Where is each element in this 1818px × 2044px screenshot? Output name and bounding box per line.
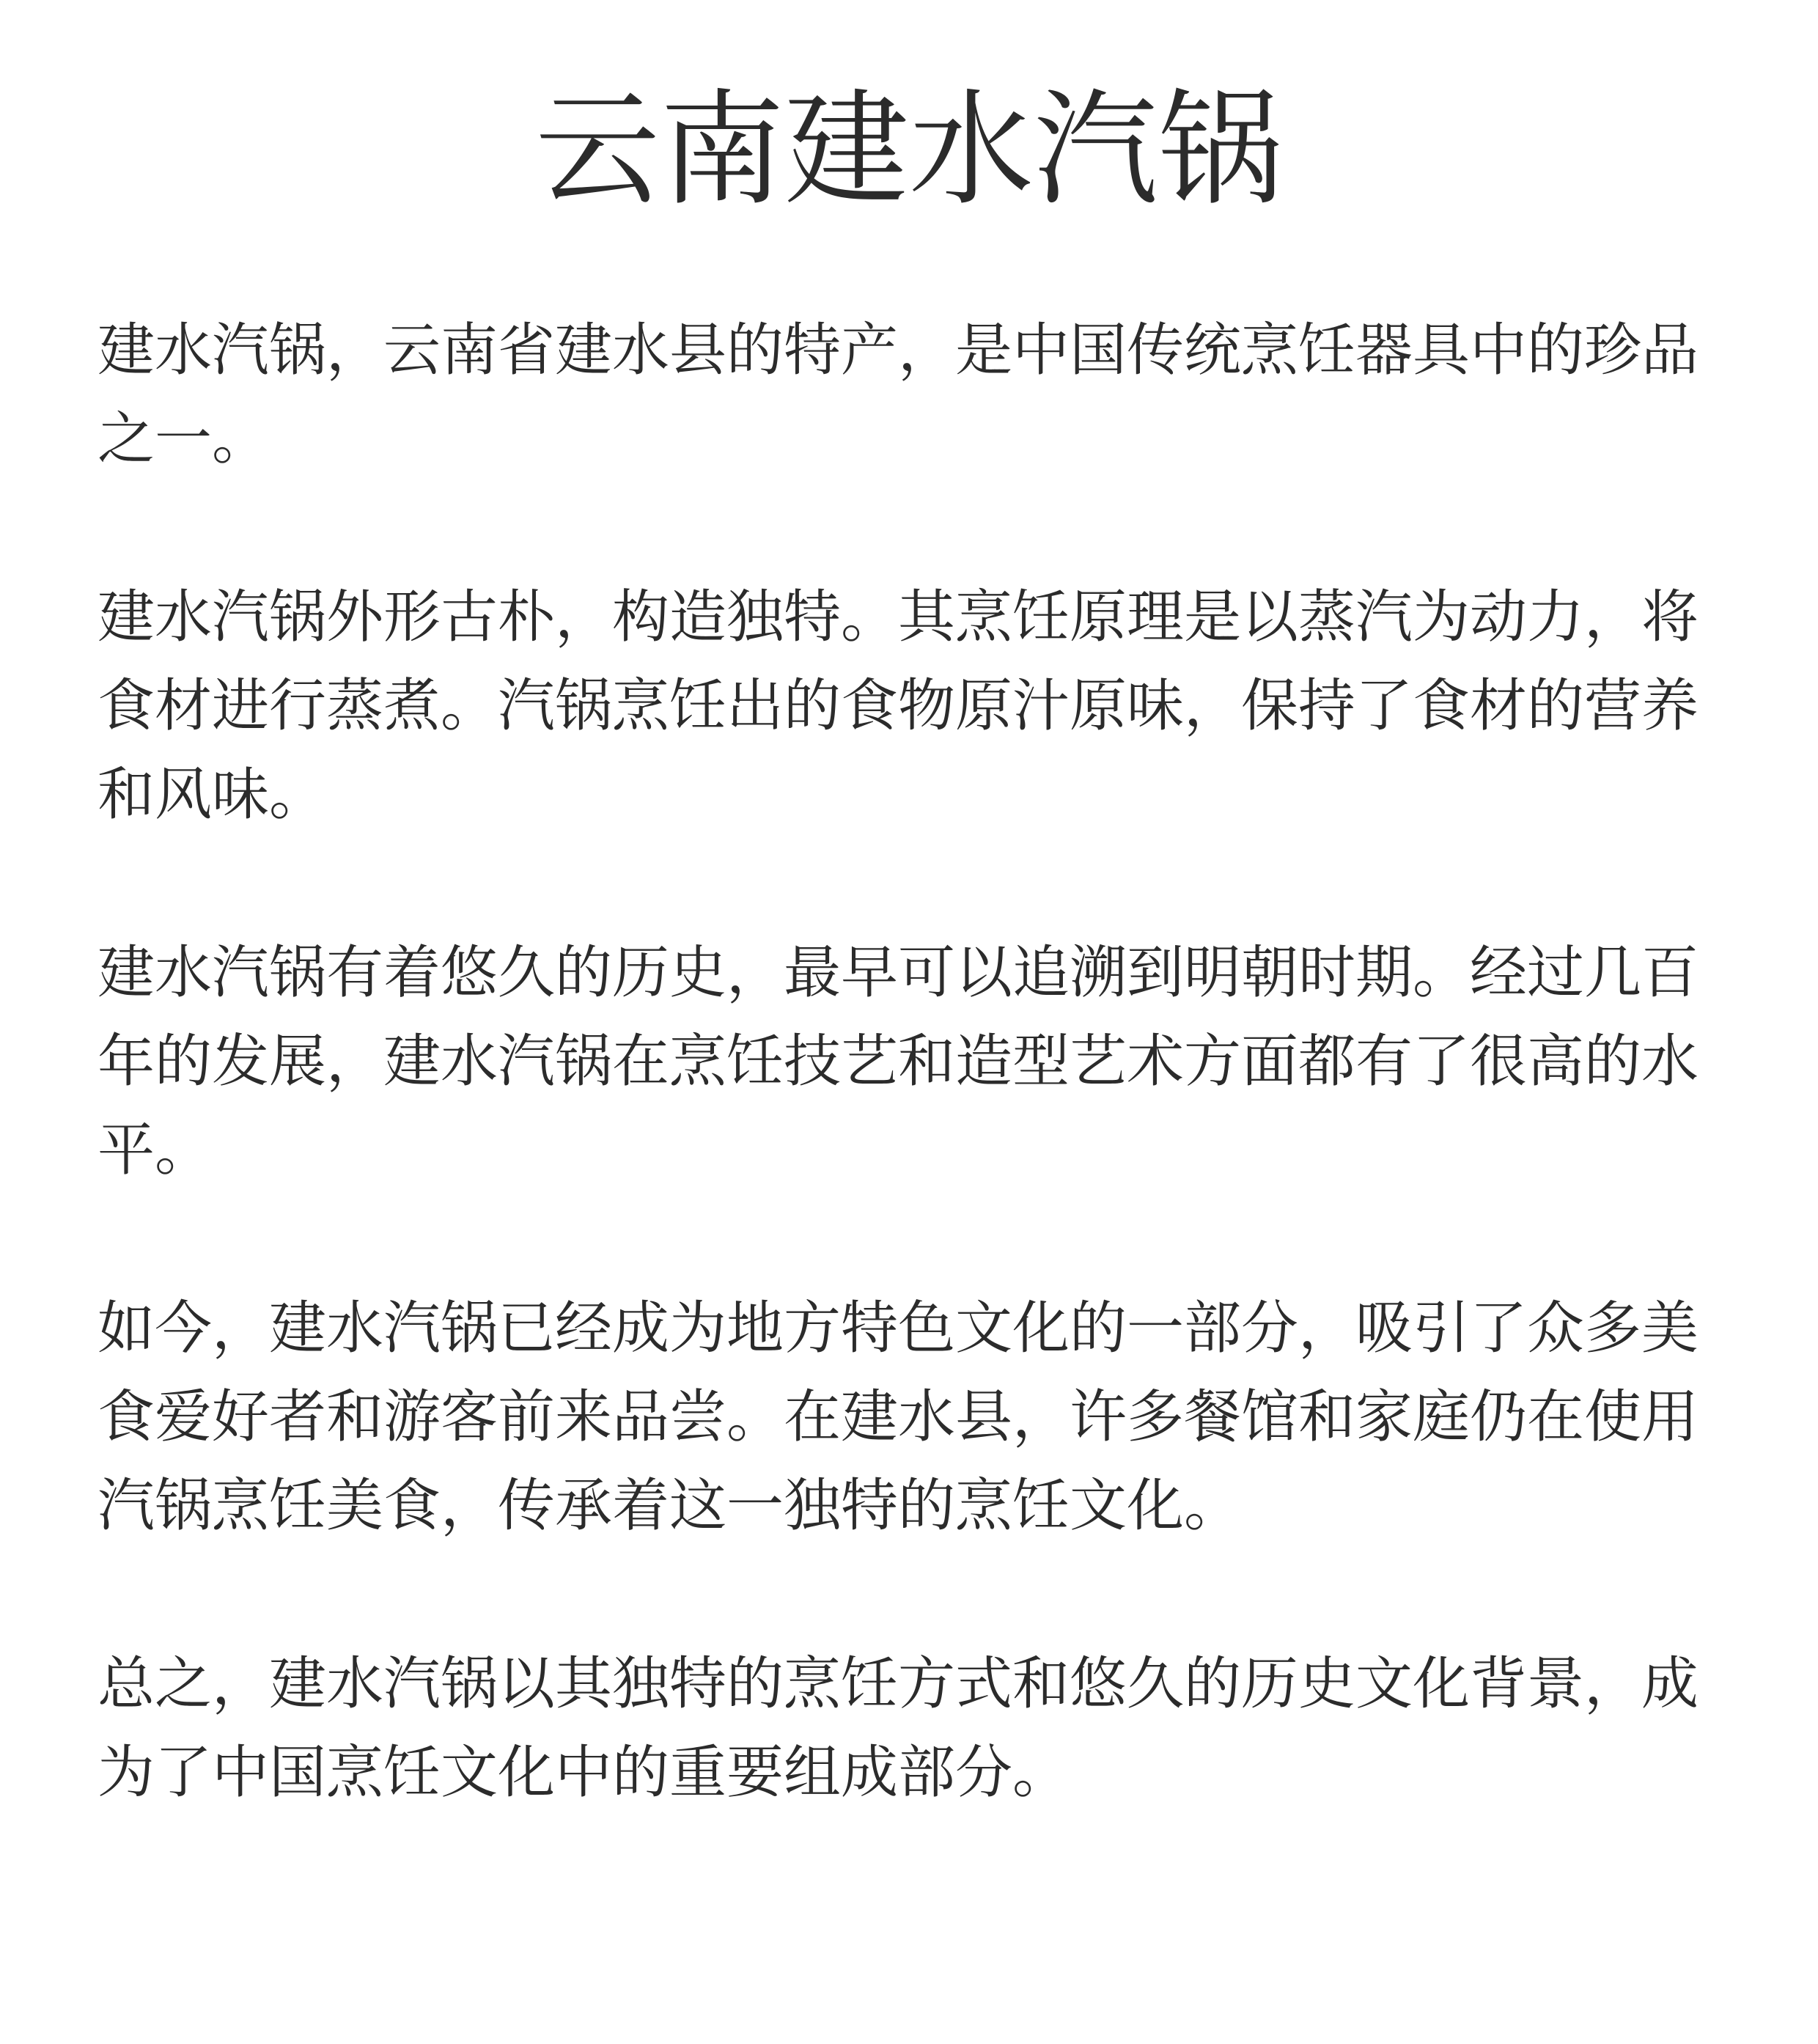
page-title: 云南建水汽锅	[534, 78, 1283, 223]
paragraph-history: 建水汽锅有着悠久的历史，最早可以追溯到明朝时期。经过几百年的发展，建水汽锅在烹饪技艺和造型艺术方面都有了很高的水平。	[97, 940, 1699, 1183]
paragraph-intro: 建水汽锅，云南省建水县的特产，是中国传统烹饪器具中的珍品之一。	[97, 317, 1699, 472]
article-body	[97, 306, 1725, 1907]
paragraph-conclusion: 总之，建水汽锅以其独特的烹饪方式和悠久的历史文化背景，成为了中国烹饪文化中的重要组成部分。	[97, 1651, 1699, 1806]
paragraph-culture: 如今，建水汽锅已经成为地方特色文化的一部分，吸引了众多美食爱好者和游客前来品尝。在建水县，许多餐馆和家庭仍在使用汽锅烹饪美食，传承着这一独特的烹饪文化。	[97, 1295, 1699, 1539]
paragraph-structure: 建水汽锅外形古朴，构造独特。其烹饪原理是以蒸汽为动力，将食材进行蒸煮。汽锅烹饪出的食物原汁原味，保持了食材的营养和风味。	[97, 584, 1699, 828]
